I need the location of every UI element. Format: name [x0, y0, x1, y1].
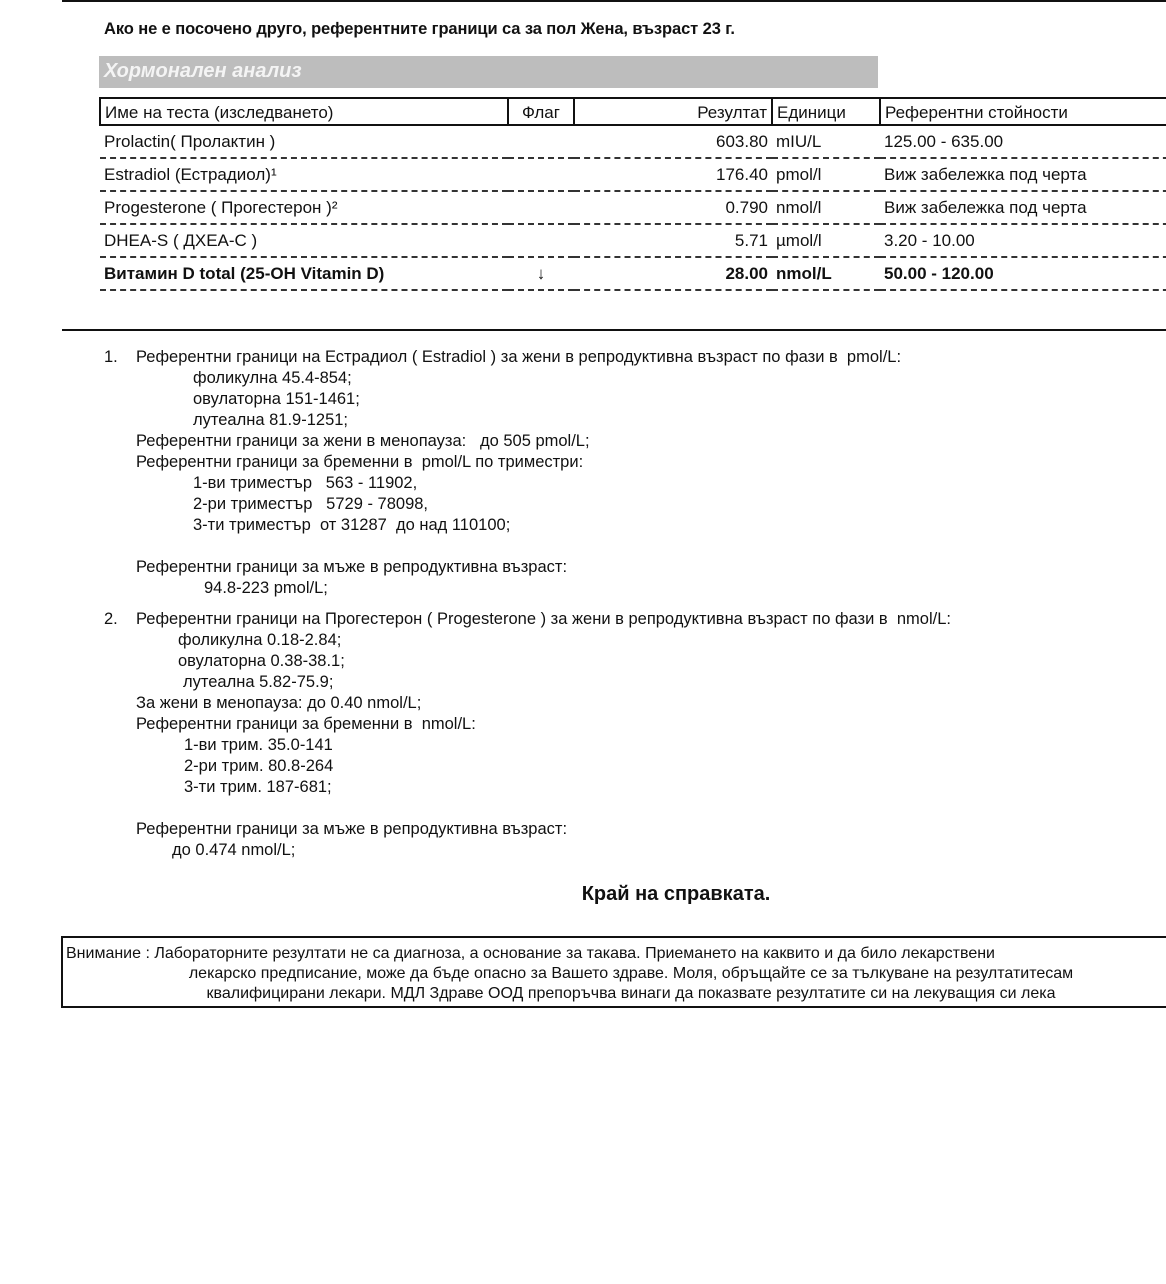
unit: mIU/L [772, 125, 880, 158]
results-table [99, 97, 1166, 291]
footnotes [104, 347, 951, 861]
table-row [100, 224, 1166, 257]
phase-range: лутеална 5.82-75.9; [183, 673, 334, 691]
footnote-heading: Референтни граници на Прогестерон ( Progesterone ) за жени в репродуктивна възраст по фази в nmol/L: [136, 610, 951, 628]
menopause-range: За жени в менопауза: до 0.40 nmol/L; [136, 694, 422, 712]
header-reference: Референтни стойности [880, 98, 1166, 125]
result-value: 603.80 [574, 125, 772, 158]
reference-range: Виж забележка под черта [880, 191, 1166, 224]
section-header [99, 56, 878, 88]
top-rule [62, 0, 1166, 2]
reference-range: 50.00 - 120.00 [880, 257, 1166, 290]
end-of-report: Край на справката. [581, 883, 771, 905]
pregnant-heading: Референтни граници за бременни в pmol/L по триместри: [136, 453, 584, 471]
trimester-range: 3-ти трим. 187-681; [184, 778, 332, 796]
men-heading: Референтни граници за мъже в репродуктивна възраст: [136, 558, 568, 576]
table-row-flagged [100, 257, 1166, 290]
table-row [100, 125, 1166, 158]
trimester-range: 1-ви трим. 35.0-141 [184, 736, 333, 754]
men-heading: Референтни граници за мъже в репродуктивна възраст: [136, 820, 568, 838]
flag-cell [508, 224, 574, 257]
flag-cell [508, 158, 574, 191]
result-value: 5.71 [574, 224, 772, 257]
trimester-range: 2-ри триместър 5729 - 78098, [193, 495, 429, 513]
phase-range: фоликулна 45.4-854; [193, 369, 352, 387]
phase-range: лутеална 81.9-1251; [193, 411, 349, 429]
trimester-range: 2-ри трим. 80.8-264 [184, 757, 334, 775]
section-title: Хормонален анализ [104, 60, 302, 82]
unit: nmol/L [772, 257, 880, 290]
phase-range: фоликулна 0.18-2.84; [178, 631, 342, 649]
trimester-range: 3-ти триместър от 31287 до над 110100; [193, 516, 511, 534]
header-flag: Флаг [508, 98, 574, 125]
test-name: Витамин D total (25-OH Vitamin D) [100, 257, 508, 290]
disclaimer-line: лекарско предписание, може да бъде опасно за Вашето здраве. Моля, обръщайте се за тълкуване на резултатитесам [188, 965, 1074, 982]
unit: nmol/l [772, 191, 880, 224]
phase-range: овулаторна 151-1461; [193, 390, 360, 408]
arrow-down-icon: ↓ [536, 263, 546, 283]
footnote-progesterone [104, 609, 951, 861]
reference-range: 3.20 - 10.00 [880, 224, 1166, 257]
section-divider [62, 329, 1166, 331]
test-name: DHEA-S ( ДХЕА-С ) [100, 224, 508, 257]
table-row [100, 158, 1166, 191]
pregnant-heading: Референтни граници за бременни в nmol/L: [136, 715, 476, 733]
menopause-range: Референтни граници за жени в менопауза: до 505 pmol/L; [136, 432, 590, 450]
header-result: Резултат [574, 98, 772, 125]
unit: µmol/l [772, 224, 880, 257]
footnote-number: 1. [104, 348, 118, 366]
test-name: Prolactin( Пролактин ) [100, 125, 508, 158]
disclaimer-box [61, 936, 1166, 1008]
trimester-range: 1-ви триместър 563 - 11902, [193, 474, 418, 492]
table-row [100, 191, 1166, 224]
flag-cell [508, 257, 574, 290]
header-units: Единици [772, 98, 880, 125]
test-name: Estradiol (Естрадиол)¹ [100, 158, 508, 191]
flag-cell [508, 125, 574, 158]
men-range: 94.8-223 pmol/L; [204, 579, 328, 597]
table-header-row [100, 98, 1166, 125]
footnote-number: 2. [104, 610, 118, 628]
reference-range: 125.00 - 635.00 [880, 125, 1166, 158]
men-range: до 0.474 nmol/L; [172, 841, 296, 859]
disclaimer-line: Внимание : Лабораторните резултати не са диагноза, а основание за такава. Приемането на каквито и да било лекарствени [66, 945, 995, 962]
unit: pmol/l [772, 158, 880, 191]
test-name: Progesterone ( Прогестерон )² [100, 191, 508, 224]
result-value: 0.790 [574, 191, 772, 224]
disclaimer-line: квалифицирани лекари. МДЛ Здраве ООД препоръчва винаги да показвате резултатите си на лекуващия си лека [206, 985, 1056, 1002]
header-test-name: Име на теста (изследването) [100, 98, 508, 125]
reference-range: Виж забележка под черта [880, 158, 1166, 191]
flag-cell [508, 191, 574, 224]
phase-range: овулаторна 0.38-38.1; [178, 652, 345, 670]
result-value: 176.40 [574, 158, 772, 191]
reference-intro: Ако не е посочено друго, референтните граници са за пол Жена, възраст 23 г. [104, 20, 735, 38]
result-value: 28.00 [574, 257, 772, 290]
footnote-estradiol [104, 347, 951, 599]
footnote-heading: Референтни граници на Естрадиол ( Estradiol ) за жени в репродуктивна възраст по фази в pmol/L: [136, 348, 902, 366]
